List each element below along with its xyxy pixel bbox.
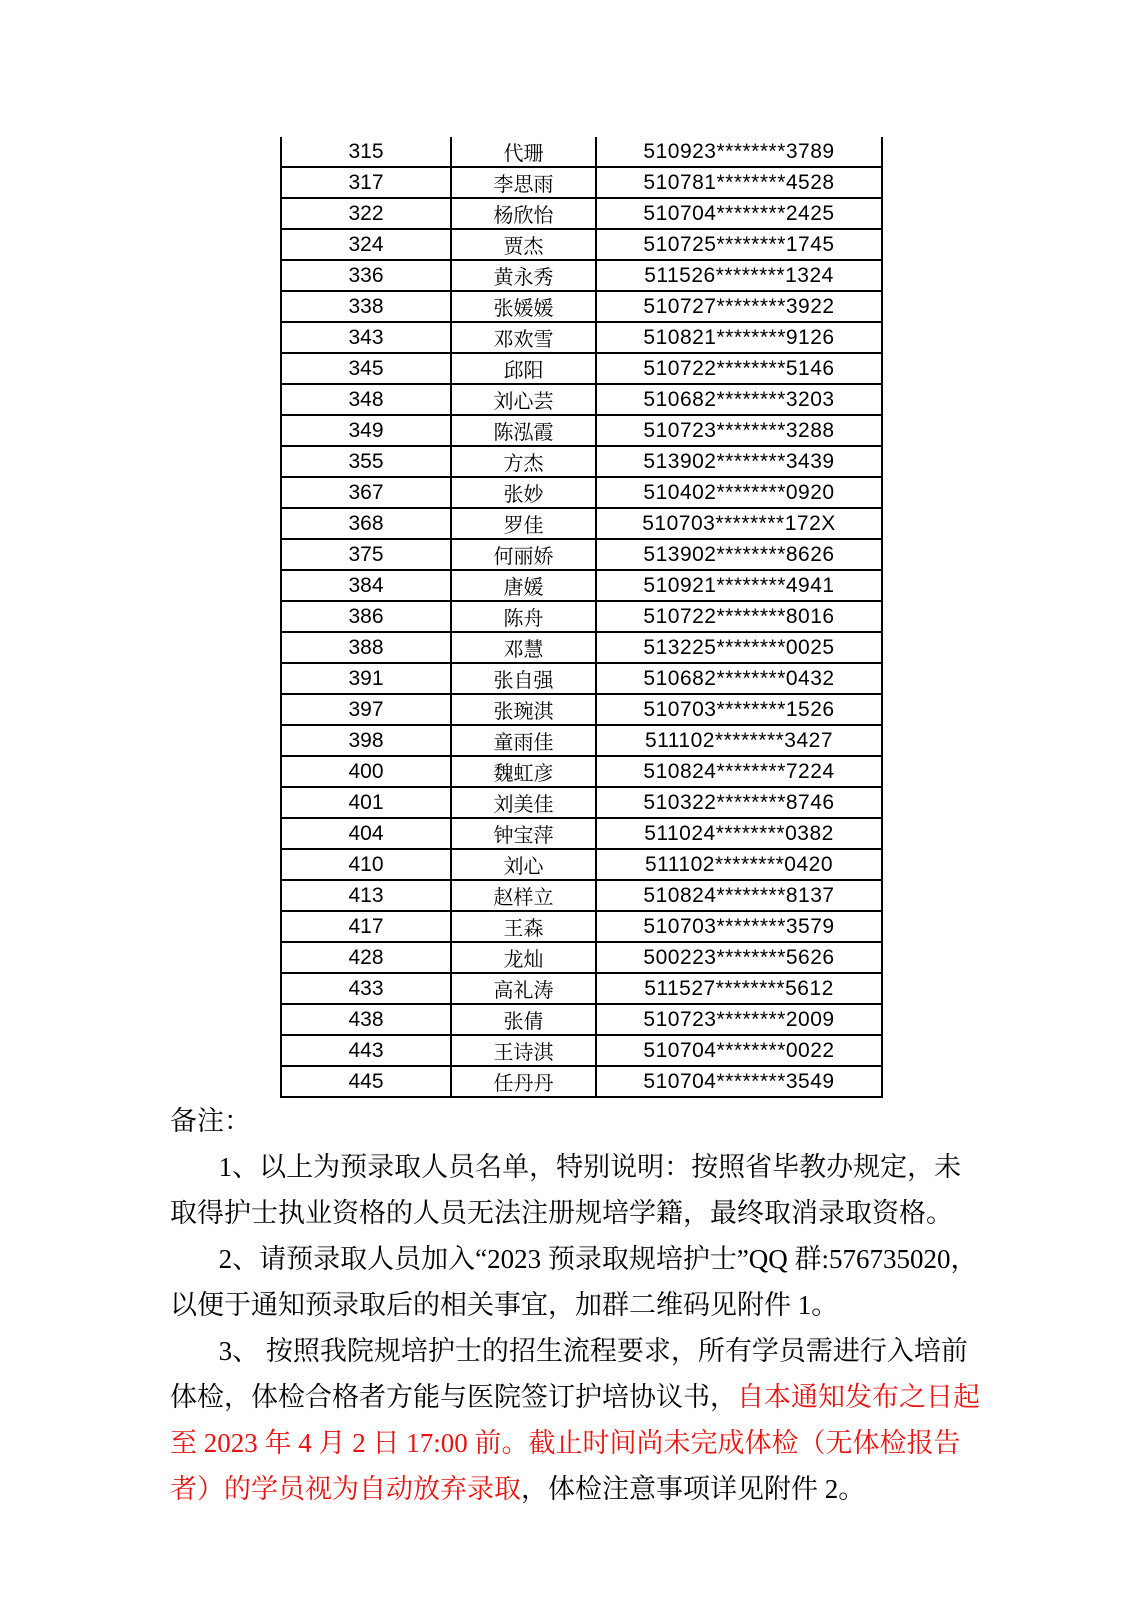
roster-id-cell: 510722********8016 (596, 601, 882, 632)
roster-id-cell: 510725********1745 (596, 229, 882, 260)
roster-name-cell: 陈泓霞 (451, 415, 596, 446)
note-paragraph-3 (170, 1328, 1006, 1512)
table-row (281, 880, 882, 911)
roster-seq-cell: 413 (281, 880, 451, 911)
table-row (281, 539, 882, 570)
table-row (281, 1035, 882, 1066)
table-row (281, 1004, 882, 1035)
roster-name-cell: 何丽娇 (451, 539, 596, 570)
note-paragraph-1 (170, 1144, 1006, 1236)
roster-name-cell: 邓慧 (451, 632, 596, 663)
roster-id-cell: 510722********5146 (596, 353, 882, 384)
note-paragraph-2 (170, 1236, 1006, 1328)
roster-id-cell: 510703********172X (596, 508, 882, 539)
roster-name-cell: 刘心芸 (451, 384, 596, 415)
roster-id-cell: 510923********3789 (596, 137, 882, 167)
note-text-run: 取得护士执业资格的人员无法注册规培学籍，最终取消录取资格。 (170, 1198, 953, 1228)
table-row (281, 137, 882, 167)
roster-name-cell: 陈舟 (451, 601, 596, 632)
roster-seq-cell: 433 (281, 973, 451, 1004)
roster-seq-cell: 375 (281, 539, 451, 570)
roster-name-cell: 张自强 (451, 663, 596, 694)
table-row (281, 508, 882, 539)
roster-table-body (281, 137, 882, 1097)
note-line (170, 1098, 1006, 1144)
note-line (170, 1420, 1006, 1466)
roster-seq-cell: 438 (281, 1004, 451, 1035)
roster-id-cell: 510704********3549 (596, 1066, 882, 1097)
roster-id-cell: 510723********3288 (596, 415, 882, 446)
roster-seq-cell: 338 (281, 291, 451, 322)
roster-seq-cell: 443 (281, 1035, 451, 1066)
roster-id-cell: 511526********1324 (596, 260, 882, 291)
note-text-run: 2、请预录取人员加入“2023 预录取规培护士”QQ 群:576735020， (218, 1244, 978, 1274)
roster-name-cell: 童雨佳 (451, 725, 596, 756)
table-row (281, 198, 882, 229)
roster-seq-cell: 348 (281, 384, 451, 415)
note-text-run-red: 至 2023 年 4 月 2 日 17:00 前。截止时间尚未完成体检（无体检报告 (170, 1428, 961, 1458)
table-row (281, 601, 882, 632)
roster-name-cell: 龙灿 (451, 942, 596, 973)
roster-seq-cell: 345 (281, 353, 451, 384)
note-line (170, 1374, 1006, 1420)
roster-seq-cell: 397 (281, 694, 451, 725)
roster-name-cell: 唐媛 (451, 570, 596, 601)
roster-seq-cell: 315 (281, 137, 451, 167)
note-text-run: ，体检注意事项详见附件 2。 (521, 1474, 866, 1504)
roster-name-cell: 张妙 (451, 477, 596, 508)
roster-id-cell: 500223********5626 (596, 942, 882, 973)
table-row (281, 756, 882, 787)
notes-label (170, 1098, 1006, 1144)
roster-seq-cell: 343 (281, 322, 451, 353)
roster-id-cell: 510824********7224 (596, 756, 882, 787)
note-line (170, 1190, 1006, 1236)
roster-seq-cell: 355 (281, 446, 451, 477)
table-row (281, 446, 882, 477)
table-row (281, 415, 882, 446)
roster-id-cell: 510824********8137 (596, 880, 882, 911)
roster-name-cell: 高礼涛 (451, 973, 596, 1004)
roster-name-cell: 罗佳 (451, 508, 596, 539)
note-text-run: 1、以上为预录取人员名单，特别说明：按照省毕教办规定，未 (218, 1152, 962, 1182)
note-line (170, 1466, 1006, 1512)
roster-table-container (280, 137, 883, 1098)
note-line (170, 1236, 1006, 1282)
roster-name-cell: 黄永秀 (451, 260, 596, 291)
roster-name-cell: 代珊 (451, 137, 596, 167)
roster-name-cell: 刘美佳 (451, 787, 596, 818)
roster-id-cell: 510682********3203 (596, 384, 882, 415)
table-row (281, 353, 882, 384)
note-text-run-red: 自本通知发布之日起 (737, 1382, 980, 1412)
roster-seq-cell: 410 (281, 849, 451, 880)
roster-name-cell: 王诗淇 (451, 1035, 596, 1066)
roster-seq-cell: 386 (281, 601, 451, 632)
roster-id-cell: 511102********0420 (596, 849, 882, 880)
roster-id-cell: 513902********8626 (596, 539, 882, 570)
roster-name-cell: 赵样立 (451, 880, 596, 911)
note-text-run: 3、 按照我院规培护士的招生流程要求，所有学员需进行入培前 (218, 1336, 968, 1366)
roster-name-cell: 张倩 (451, 1004, 596, 1035)
roster-table (280, 137, 883, 1098)
roster-id-cell: 510703********1526 (596, 694, 882, 725)
roster-name-cell: 王森 (451, 911, 596, 942)
roster-seq-cell: 391 (281, 663, 451, 694)
table-row (281, 291, 882, 322)
table-row (281, 632, 882, 663)
roster-id-cell: 510727********3922 (596, 291, 882, 322)
table-row (281, 322, 882, 353)
table-row (281, 818, 882, 849)
note-text-run: 体检，体检合格者方能与医院签订护培协议书， (170, 1382, 737, 1412)
roster-name-cell: 邱阳 (451, 353, 596, 384)
note-text-run: 备注： (170, 1106, 251, 1136)
notes-section (170, 1098, 1006, 1512)
roster-name-cell: 刘心 (451, 849, 596, 880)
roster-id-cell: 511024********0382 (596, 818, 882, 849)
roster-id-cell: 511102********3427 (596, 725, 882, 756)
table-row (281, 384, 882, 415)
roster-seq-cell: 417 (281, 911, 451, 942)
roster-name-cell: 钟宝萍 (451, 818, 596, 849)
roster-name-cell: 张媛媛 (451, 291, 596, 322)
roster-id-cell: 510704********0022 (596, 1035, 882, 1066)
table-row (281, 973, 882, 1004)
roster-id-cell: 510821********9126 (596, 322, 882, 353)
roster-seq-cell: 445 (281, 1066, 451, 1097)
table-row (281, 725, 882, 756)
roster-id-cell: 510704********2425 (596, 198, 882, 229)
roster-id-cell: 510682********0432 (596, 663, 882, 694)
roster-name-cell: 魏虹彦 (451, 756, 596, 787)
note-text-run: 以便于通知预录取后的相关事宜，加群二维码见附件 1。 (170, 1290, 839, 1320)
roster-name-cell: 方杰 (451, 446, 596, 477)
roster-seq-cell: 401 (281, 787, 451, 818)
roster-id-cell: 510723********2009 (596, 1004, 882, 1035)
note-line (170, 1282, 1006, 1328)
roster-seq-cell: 384 (281, 570, 451, 601)
roster-seq-cell: 322 (281, 198, 451, 229)
roster-name-cell: 贾杰 (451, 229, 596, 260)
roster-name-cell: 张琬淇 (451, 694, 596, 725)
roster-name-cell: 李思雨 (451, 167, 596, 198)
note-line (170, 1328, 1006, 1374)
roster-seq-cell: 336 (281, 260, 451, 291)
roster-id-cell: 510322********8746 (596, 787, 882, 818)
roster-seq-cell: 428 (281, 942, 451, 973)
table-row (281, 260, 882, 291)
note-line (170, 1144, 1006, 1190)
roster-id-cell: 510921********4941 (596, 570, 882, 601)
roster-seq-cell: 398 (281, 725, 451, 756)
table-row (281, 167, 882, 198)
table-row (281, 849, 882, 880)
table-row (281, 570, 882, 601)
table-row (281, 229, 882, 260)
roster-id-cell: 510781********4528 (596, 167, 882, 198)
roster-id-cell: 511527********5612 (596, 973, 882, 1004)
table-row (281, 477, 882, 508)
table-row (281, 911, 882, 942)
roster-id-cell: 510402********0920 (596, 477, 882, 508)
roster-seq-cell: 404 (281, 818, 451, 849)
table-row (281, 1066, 882, 1097)
roster-id-cell: 513902********3439 (596, 446, 882, 477)
roster-seq-cell: 368 (281, 508, 451, 539)
roster-id-cell: 510703********3579 (596, 911, 882, 942)
roster-seq-cell: 388 (281, 632, 451, 663)
roster-seq-cell: 400 (281, 756, 451, 787)
roster-seq-cell: 317 (281, 167, 451, 198)
table-row (281, 694, 882, 725)
note-text-run-red: 者）的学员视为自动放弃录取 (170, 1474, 521, 1504)
table-row (281, 663, 882, 694)
roster-id-cell: 513225********0025 (596, 632, 882, 663)
roster-name-cell: 杨欣怡 (451, 198, 596, 229)
roster-seq-cell: 367 (281, 477, 451, 508)
roster-seq-cell: 349 (281, 415, 451, 446)
roster-name-cell: 任丹丹 (451, 1066, 596, 1097)
roster-seq-cell: 324 (281, 229, 451, 260)
table-row (281, 787, 882, 818)
table-row (281, 942, 882, 973)
roster-name-cell: 邓欢雪 (451, 322, 596, 353)
